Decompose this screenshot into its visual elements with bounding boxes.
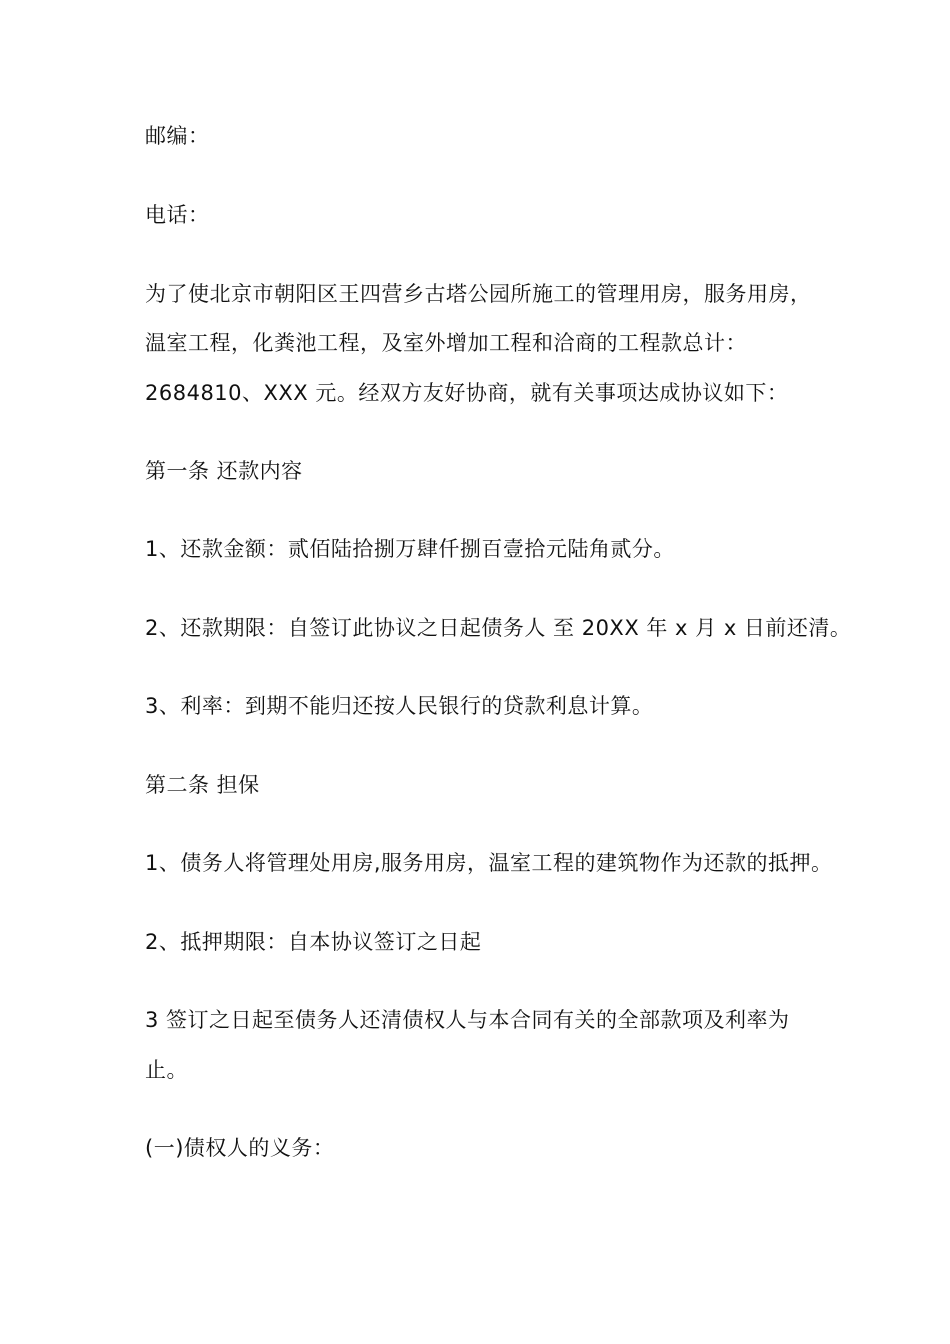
article-1-item-3: 3、利率：到期不能归还按人民银行的贷款利息计算。 <box>145 694 654 718</box>
article-1-item-2: 2、还款期限：自签订此协议之日起债务人 至 20XX 年 x 月 x 日前还清。 <box>145 616 852 640</box>
article-2-item-1: 1、债务人将管理处用房,服务用房，温室工程的建筑物作为还款的抵押。 <box>145 851 833 875</box>
article-2-item-3-line-2: 止。 <box>145 1058 188 1082</box>
intro-paragraph-line-2: 温室工程，化粪池工程，及室外增加工程和洽商的工程款总计： <box>145 331 747 355</box>
phone-label: 电话： <box>145 203 210 227</box>
intro-paragraph-line-3: 2684810、XXX 元。经双方友好协商，就有关事项达成协议如下： <box>145 381 789 405</box>
creditor-obligations-heading: (一)债权人的义务： <box>145 1136 335 1160</box>
article-1-heading: 第一条 还款内容 <box>145 459 303 483</box>
article-1-item-1: 1、还款金额：贰佰陆拾捌万肆仟捌百壹拾元陆角贰分。 <box>145 537 675 561</box>
intro-paragraph-line-1: 为了使北京市朝阳区王四营乡古塔公园所施工的管理用房，服务用房， <box>145 282 812 306</box>
postcode-label: 邮编： <box>145 124 210 148</box>
article-2-item-2: 2、抵押期限：自本协议签订之日起 <box>145 930 482 954</box>
article-2-heading: 第二条 担保 <box>145 773 260 797</box>
article-2-item-3-line-1: 3 签订之日起至债务人还清债权人与本合同有关的全部款项及利率为 <box>145 1008 790 1032</box>
